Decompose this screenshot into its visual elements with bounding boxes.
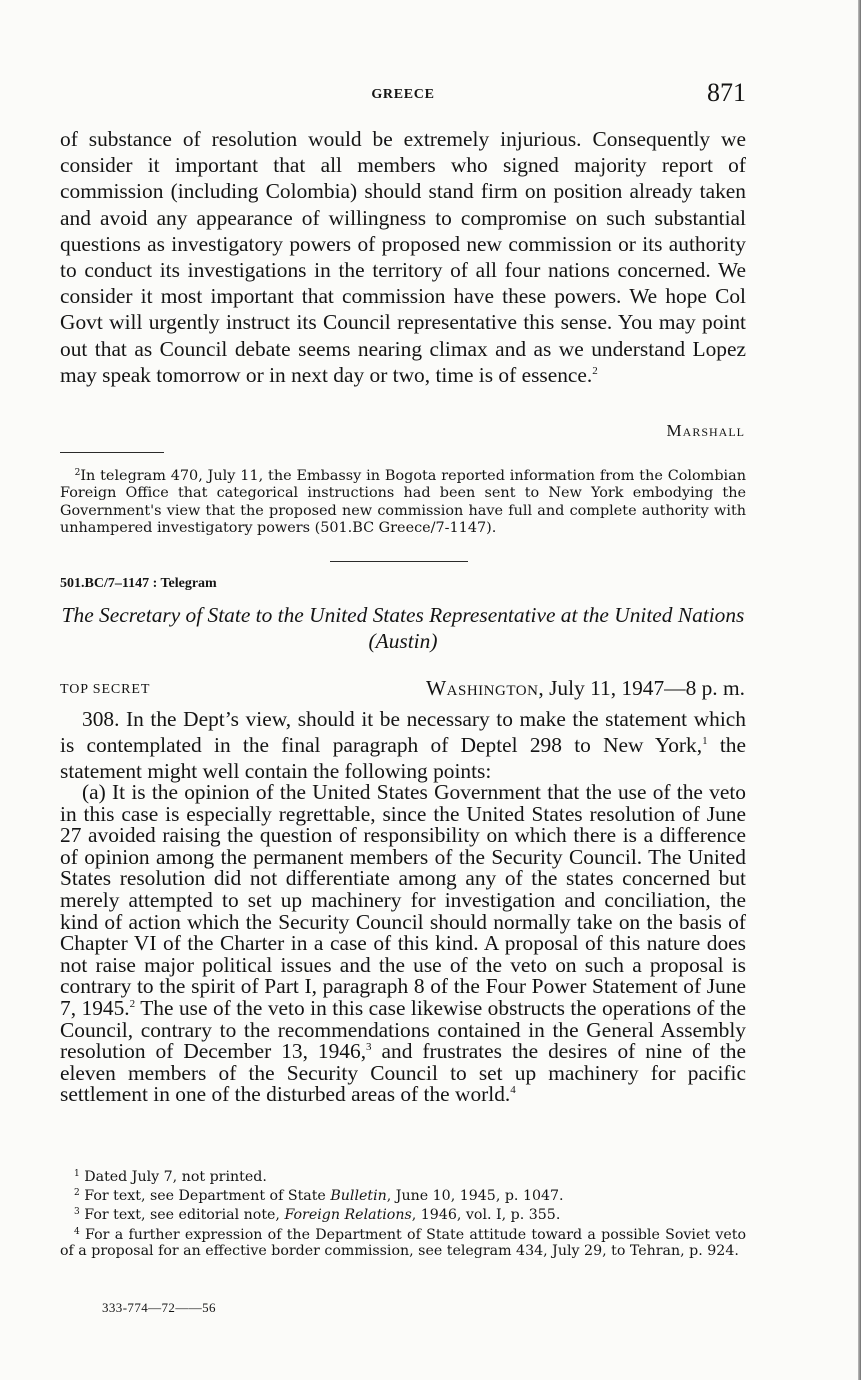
footnote-text: For a further expression of the Department of State attitude toward a possible Soviet veto of a proposal for an effective border commission, see telegram 434, July 29, to Tehran, p. 924. — [60, 1226, 746, 1259]
dateline-place: Washington — [425, 676, 539, 700]
footnote — [60, 1166, 746, 1185]
footnote-marker: 2 — [74, 468, 81, 478]
footnote-publication: Foreign Relations — [284, 1207, 412, 1224]
paragraph-text: It is the opinion of the United States Government that the use of the veto in this case is especially regrettable, since the United States resolution of June 27 avoided raising the question of responsibility on which there is a difference of opinion among the permanent members of the Security Council. The United States resolution did not differentiate among any of the states concerned but merely attempted to set up machinery for investigation and conciliation, the kind of action which the Security Council should normally take on the basis of Chapter VI of the Charter in a case of this kind. A proposal of this nature does not raise major political issues and the use of the veto on such a proposal is contrary to the spirit of Part I, paragraph 8 of the Four Power Statement of June 7, 1945. — [60, 780, 746, 1020]
footnote-rule — [60, 452, 164, 453]
classification-label: TOP SECRET — [60, 682, 151, 697]
file-reference: 501.BC/7–1147 : Telegram — [60, 576, 217, 591]
note-ref: 4 — [510, 1084, 516, 1097]
footnote-text: Dated July 7, not printed. — [84, 1169, 267, 1185]
paragraph-text: 308. In the Dept’s view, should it be necessary to make the statement which is contemplated in the final paragraph of Deptel 298 to New York, — [60, 707, 746, 757]
running-head: GREECE — [371, 87, 435, 102]
page-header — [60, 78, 746, 112]
note-ref: 1 — [702, 735, 708, 747]
footnote-marker: 2 — [74, 1188, 80, 1199]
footnote-text: In telegram 470, July 11, the Embassy in Bogota reported information from the Colombian Foreign Office that categorical instructions had been sent to New York embodying the Government's view that the proposed new commission have full and complete authority with unhampered investigatory powers (501.BC Greece/7-1147). — [60, 468, 746, 536]
paragraph-label: (a) — [82, 780, 106, 804]
footnote-text: For text, see editorial note, — [84, 1207, 285, 1224]
footnote — [60, 1204, 746, 1223]
paragraph-text: The use of the veto in this case likewise obstructs the operations of the Council, contrary to the recommendations contained in the General Assembly resolution of December 13, 1946, — [60, 995, 746, 1064]
paragraph-text: and frustrates the desires of nine of the eleven members of the Security Council to set up machinery for pacific settlement in one of the disturbed areas of the world. — [60, 1039, 746, 1107]
paragraph-text: the statement might well contain the following points: — [60, 733, 746, 783]
footnote-text: , June 10, 1945, p. 1047. — [386, 1188, 564, 1205]
footnote-2 — [60, 465, 746, 537]
dateline-date: , July 11, 1947—8 p. m. — [538, 676, 745, 700]
footnote-marker: 1 — [74, 1169, 80, 1179]
paragraph-a — [60, 782, 746, 1106]
footnote-text: , 1946, vol. I, p. 355. — [411, 1207, 561, 1224]
printer-imprint: 333-774—72——56 — [102, 1300, 216, 1315]
footnote-publication: Bulletin — [330, 1188, 387, 1205]
page-number: 871 — [707, 78, 746, 107]
footnote-marker: 3 — [74, 1207, 80, 1218]
footnotes — [60, 1166, 746, 1259]
continued-text-body: of substance of resolution would be extremely injurious. Consequently we consider it important that all members who signed majority report of commission (including Colombia) should stand firm on position already taken and avoid any appearance of willingness to compromise on such substantial questions as investigatory powers of proposed new commission or its authority to conduct its investigations in the territory of all four nations concerned. We consider it most important that commission have these powers. We hope Col Govt will urgently instruct its Council representative this sense. You may point out that as Council debate seems nearing climax and as we understand Lopez may speak tomorrow or in next day or two, time is of essence. — [60, 127, 746, 387]
footnote — [60, 1224, 746, 1259]
note-ref: 3 — [366, 1041, 372, 1054]
footnote-text: For text, see Department of State — [84, 1188, 331, 1205]
note-ref: 2 — [592, 364, 598, 377]
document-title: The Secretary of State to the United States Representative at the United Nations (Austin) — [61, 603, 745, 653]
section-divider — [330, 561, 468, 562]
continued-text — [60, 126, 746, 388]
footnote — [60, 1185, 746, 1204]
signature: Marshall — [666, 421, 745, 440]
paragraph-308 — [60, 706, 746, 784]
dateline — [426, 676, 745, 701]
note-ref: 2 — [129, 997, 136, 1010]
footnote-marker: 4 — [74, 1226, 80, 1237]
